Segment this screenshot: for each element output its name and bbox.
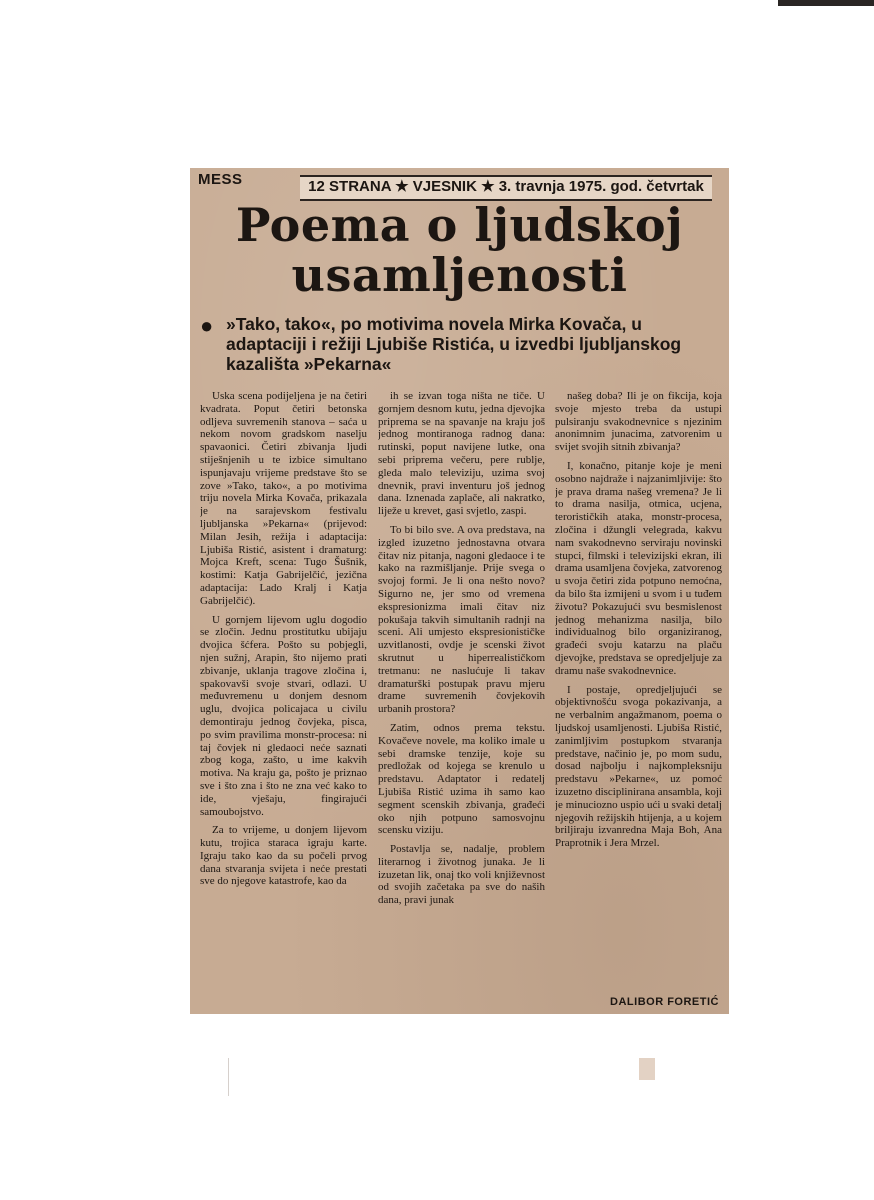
paragraph: Uska scena podijeljena je na četiri kvadrata. Poput četiri betonska odljeva suvremenih stanova – saća u nekom novom gradskom naselju spavaonici. Četiri zbivanja ljudi stiješnjenih u te izbice simultano ispunjavaju vrijeme predstave što se zove »Tako, tako«, a po motivima triju novela Mirka Kovača, prikazala je na sarajevskom festivalu ljubljanska »Pekarna« (prijevod: Milan Jesih, režija i adaptacija: Ljubiša Ristić, asistent i dramaturg: Mojca Kreft, scena: Tugo Šušnik, kostimi: Katja Gabrijelčić, jezična adaptacija: Lado Kralj i Katja Gabrijelčić). xyxy=(200,390,367,607)
paragraph: I postaje, opredjeljujući se objektivnošću svoga pokazivanja, a ne verbalnim angažmanom, poema o ljudskoj usamljenosti. Ljubiša Ristić, zanimljivim postupkom stvaranja predstave, načinio je, po mom sudu, dosad najbolju i najkompleksniju predstavu »Pekarne«, uz pomoć izuzetno disciplinirana ansambla, koji je minuciozno uspio ući u svaki detalj njegovih režijskih htijenja, a u kojem briljiraju izvanredna Maja Boh, Ana Praprotnik i Jera Mrzel. xyxy=(555,683,722,850)
scan-artifact-square xyxy=(639,1058,655,1080)
paragraph: To bi bilo sve. A ova predstava, na izgled izuzetno jednostavna otvara čitav niz pitanja, nagoni gledaoce i te kako na razmišljanje. Prije svega o svojoj formi. Je li ona nešto novo? Sigurno ne, jer smo od vremena ekspresionizma imali čitav niz pokušaja takvih simultanih radnji na sceni. Ali umjesto ekspresionističke uzvitlanosti, ovdje je scenski život skrutnut u hiperrealističkom tretmanu: ne naslućuje li takav dramaturški postupak pravu mjeru drame suvremenih čovjekovih urbanih prostora? xyxy=(378,523,545,716)
dateline: 12 STRANA ★ VJESNIK ★ 3. travnja 1975. god. četvrtak xyxy=(300,175,712,201)
paragraph: Postavlja se, nadalje, problem literarnog i životnog junaka. Je li izuzetan lik, onaj tko voli književnost od svojih začetaka pa sve do naših dana, pravi junak xyxy=(378,843,545,907)
paragraph: U gornjem lijevom uglu dogodio se zločin. Jednu prostitutku ubijaju dvojica šćfera. Pošto su pobjegli, njen sužnj, Arapin, što nijemo prati zbivanje, uklanja tragove zločina i, spakovavši svoje stvari, odlazi. U međuvremenu u donjem desnom uglu, dvojica policajaca u civilu demontiraju jednog čovjeka, pisca, po svim pravilima monstr-procesa: ni taj čovjek ni gledaoci neće saznati zbog koga, zašto, u ime kakvih motiva. Na kraju ga, pošto je priznao sve i što zna i što ne zna već kako to ide, vješaju, fingirajući samoubojstvo. xyxy=(200,613,367,818)
paragraph: I, konačno, pitanje koje je meni osobno najdraže i najzanimljivije: što je prava drama našeg vremena? Je li to drama nasilja, otmica, ucjena, terorističkih ataka, monstr-procesa, zločina i džungli velegrada, kakvu nam svakodnevno serviraju novinski stupci, filmski i televizijski ekran, ili drama usamljena čovjeka, zatvorenog u svoja četiri zida potpuno nemoćna, da bilo šta izmijeni u svom i u tuđem životu? Pokazujući svu besmislenost jednog mehanizma nasilja, bilo individualnog bilo organiziranog, građeći svoju katarzu na plaču djevojke, predstava se opredjeljuje za dramu naše svakodnevnice. xyxy=(555,459,722,677)
headline xyxy=(190,200,729,300)
paragraph: ih se izvan toga ništa ne tiče. U gornjem desnom kutu, jedna djevojka priprema se na spavanje na kraju još jednog montiranoga radnog dana: rutinski, poput navijene lutke, ona sebi priprema večeru, pere rublje, gleda malo televiziju, uzima svoj dnevnik, pravi inventuru još jednog dana. Iznenada zaplače, ali nakratko, liježe u krevet, gasi svjetlo, zaspi. xyxy=(378,390,545,518)
paragraph: Zatim, odnos prema tekstu. Kovačeve novele, ma koliko imale u sebi dramske tenzije, koje su predložak od kojega se krenulo u predstavu. Adaptator i redatelj Ljubiša Ristić uzima ih samo kao segment scenskih zbivanja, građeći oko njih potpuno samosvojnu scensku viziju. xyxy=(378,721,545,837)
author-byline: DALIBOR FORETIĆ xyxy=(610,996,719,1008)
headline-line-2: usamljenosti xyxy=(291,248,628,302)
article-column-1 xyxy=(200,390,367,1000)
headline-line-1: Poema o ljudskoj xyxy=(235,198,684,252)
bullet-icon: ● xyxy=(200,313,214,338)
top-edge-bar xyxy=(778,0,874,6)
newspaper-clipping xyxy=(190,168,729,1014)
subheadline: »Tako, tako«, po motivima novela Mirka Kovača, u adaptaciji i režiji Ljubiše Ristića, u izvedbi ljubljanskog kazališta »Pekarna« xyxy=(226,314,682,374)
scan-artifact-line xyxy=(228,1058,229,1096)
section-label: MESS xyxy=(198,171,243,188)
article-column-3 xyxy=(555,390,722,1000)
paragraph: našeg doba? Ili je on fikcija, koja svoje mjesto treba da ustupi pulsiranju svakodnevnice s njezinim anonimnim junacima, zatvorenim u svijet svojih sitnih zbivanja? xyxy=(555,390,722,454)
article-column-2 xyxy=(378,390,545,1000)
paragraph: Za to vrijeme, u donjem lijevom kutu, trojica staraca igraju karte. Igraju tako kao da su počeli prvog dana stvaranja svijeta i neće prestati sve do njegove katastrofe, kao da xyxy=(200,824,367,888)
